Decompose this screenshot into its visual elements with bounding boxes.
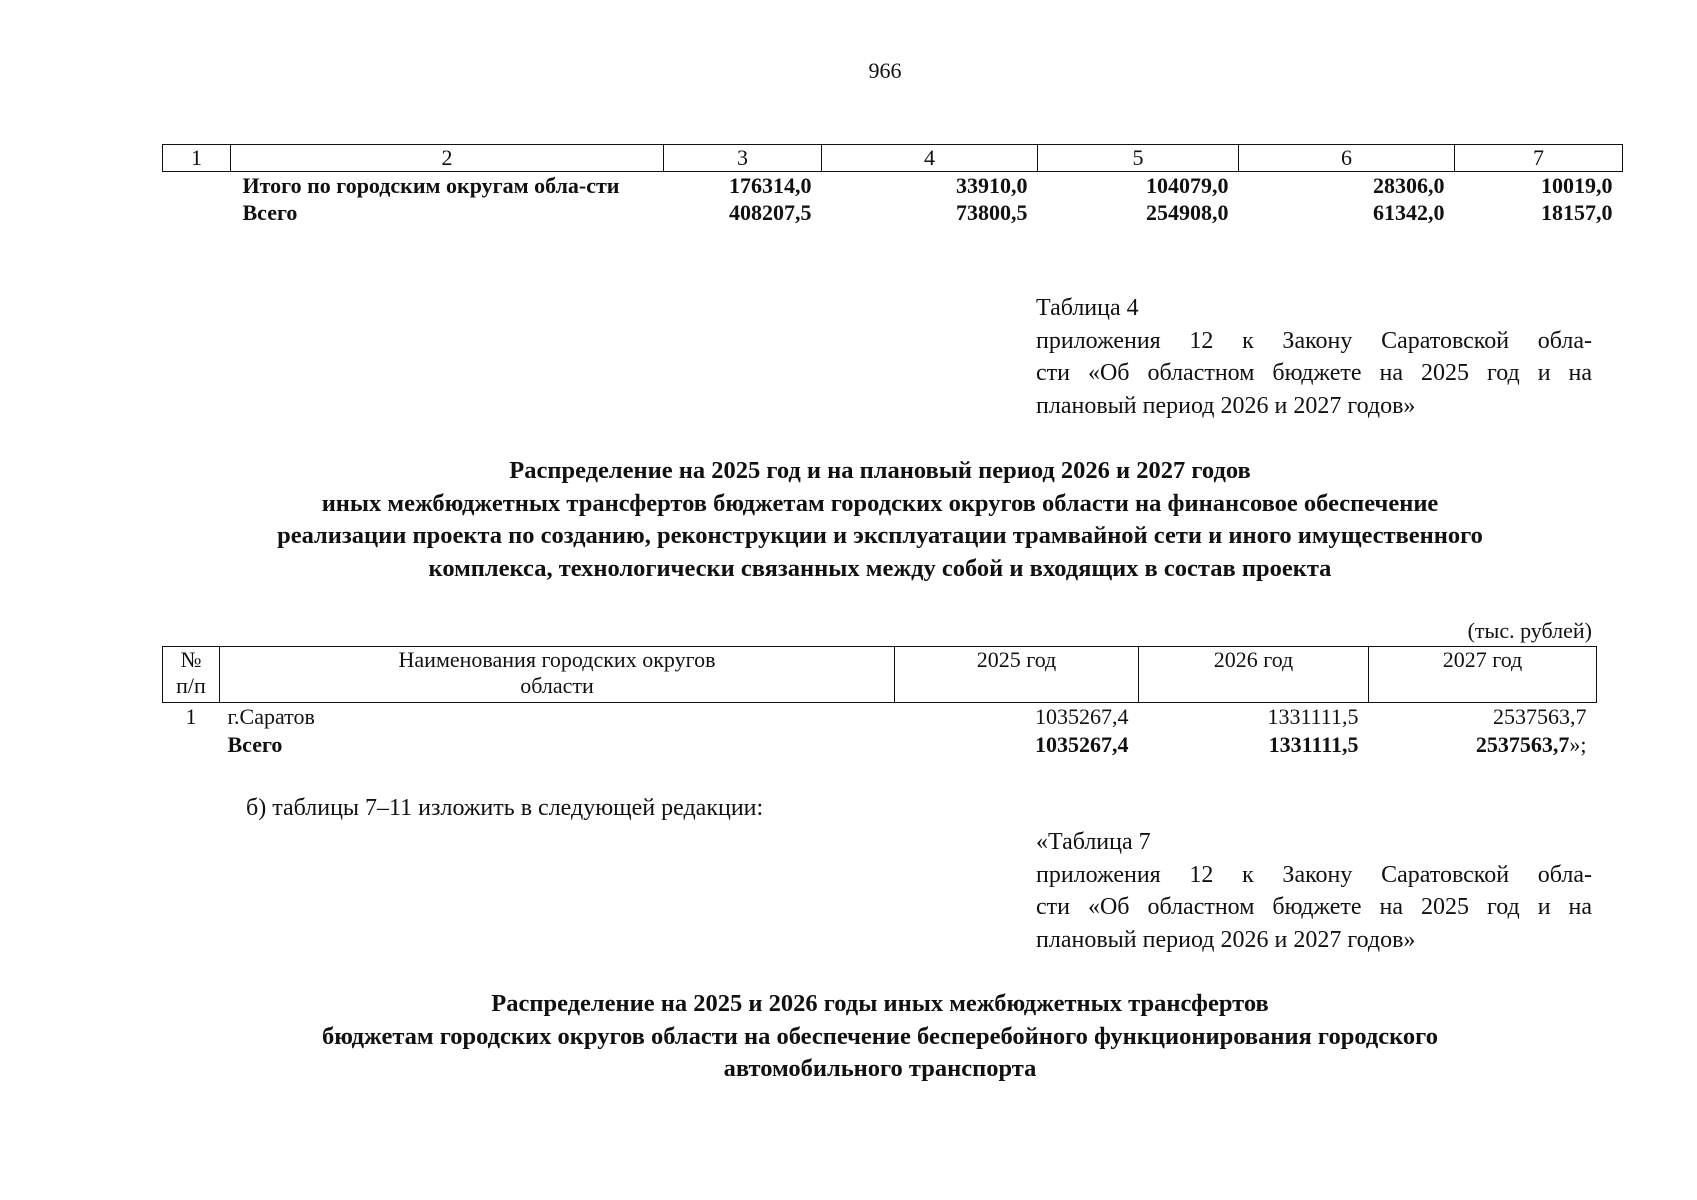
col-header: 3 bbox=[664, 145, 822, 172]
col-header: 1 bbox=[163, 145, 231, 172]
heading-line: Распределение на 2025 год и на плановый период 2026 и 2027 годов bbox=[509, 457, 1251, 484]
cell-value: 1035267,4 bbox=[1035, 732, 1129, 757]
ref-line: приложения 12 к Закону Саратовской обла- bbox=[1036, 327, 1592, 354]
row-name: Итого по городским округам обла-сти bbox=[242, 173, 620, 198]
row-name: Всего bbox=[242, 200, 298, 225]
cell-value: 408207,5 bbox=[729, 200, 812, 225]
table7-reference bbox=[1036, 826, 1592, 956]
cell-value: 18157,0 bbox=[1541, 200, 1613, 225]
row-name: г.Саратов bbox=[227, 704, 315, 729]
column-number-row bbox=[163, 145, 1623, 172]
table4-heading bbox=[170, 455, 1590, 585]
table-row bbox=[163, 703, 1597, 732]
col-header-2025: 2025 год bbox=[895, 647, 1139, 703]
heading-line: реализации проекта по созданию, реконструкции и эксплуатации трамвайной сети и иного имущественного bbox=[277, 522, 1483, 549]
page-number: 966 bbox=[868, 58, 902, 83]
cell-value: 1331111,5 bbox=[1267, 704, 1359, 729]
col-header-name: Наименования городских округов области bbox=[220, 647, 895, 703]
cell-value: 10019,0 bbox=[1541, 173, 1613, 198]
table-header-row bbox=[163, 647, 1597, 703]
cell-value: 2537563,7 bbox=[1493, 704, 1587, 729]
ref-line: сти «Об областном бюджете на 2025 год и на bbox=[1036, 360, 1592, 386]
col-header-2026: 2026 год bbox=[1139, 647, 1369, 703]
closing-quote: »; bbox=[1569, 732, 1587, 757]
table-row bbox=[163, 172, 1623, 200]
col-header: 2 bbox=[231, 145, 664, 172]
heading-line: автомобильного транспорта bbox=[723, 1055, 1037, 1082]
table4 bbox=[162, 646, 1597, 759]
table-row-total bbox=[163, 199, 1623, 226]
ref-line: приложения 12 к Закону Саратовской обла- bbox=[1036, 861, 1592, 888]
cell-value: 254908,0 bbox=[1146, 200, 1229, 225]
heading-line: бюджетам городских округов области на обеспечение бесперебойного функционирования городского bbox=[322, 1022, 1438, 1050]
cell-value: 176314,0 bbox=[729, 173, 812, 198]
cell-value: 2537563,7»; bbox=[1475, 732, 1587, 757]
cell-value: 61342,0 bbox=[1373, 200, 1445, 225]
ref-line: плановый период 2026 и 2027 годов» bbox=[1036, 926, 1416, 953]
col-header-number: № п/п bbox=[163, 647, 220, 703]
table4-reference bbox=[1036, 292, 1592, 422]
cell-value: 28306,0 bbox=[1373, 173, 1445, 198]
row-name: Всего bbox=[227, 732, 283, 757]
units-label: (тыс. рублей) bbox=[1467, 618, 1592, 643]
table-row-total bbox=[163, 731, 1597, 759]
cell-value: 33910,0 bbox=[956, 173, 1028, 198]
cell-value: 73800,5 bbox=[956, 200, 1028, 225]
cell-value: 1331111,5 bbox=[1268, 732, 1359, 757]
heading-line: иных межбюджетных трансфертов бюджетам городских округов области на финансовое обеспечение bbox=[321, 489, 1439, 517]
ref-line: сти «Об областном бюджете на 2025 год и на bbox=[1036, 894, 1592, 920]
col-header-2027: 2027 год bbox=[1369, 647, 1597, 703]
col-header: 5 bbox=[1038, 145, 1239, 172]
ref-line: плановый период 2026 и 2027 годов» bbox=[1036, 392, 1416, 419]
heading-line: комплекса, технологически связанных между собой и входящих в состав проекта bbox=[428, 554, 1332, 582]
amendment-paragraph: б) таблицы 7–11 изложить в следующей редакции: bbox=[246, 795, 764, 821]
ref-line: Таблица 4 bbox=[1036, 295, 1139, 321]
continuation-table bbox=[162, 144, 1623, 226]
cell-value: 104079,0 bbox=[1146, 173, 1229, 198]
ref-line: «Таблица 7 bbox=[1036, 829, 1151, 855]
col-header: 4 bbox=[822, 145, 1038, 172]
col-header: 6 bbox=[1239, 145, 1455, 172]
heading-line: Распределение на 2025 и 2026 годы иных межбюджетных трансфертов bbox=[491, 990, 1269, 1017]
col-header: 7 bbox=[1455, 145, 1623, 172]
table7-heading bbox=[170, 988, 1590, 1086]
cell-value: 1035267,4 bbox=[1035, 704, 1129, 729]
row-index: 1 bbox=[185, 704, 197, 729]
